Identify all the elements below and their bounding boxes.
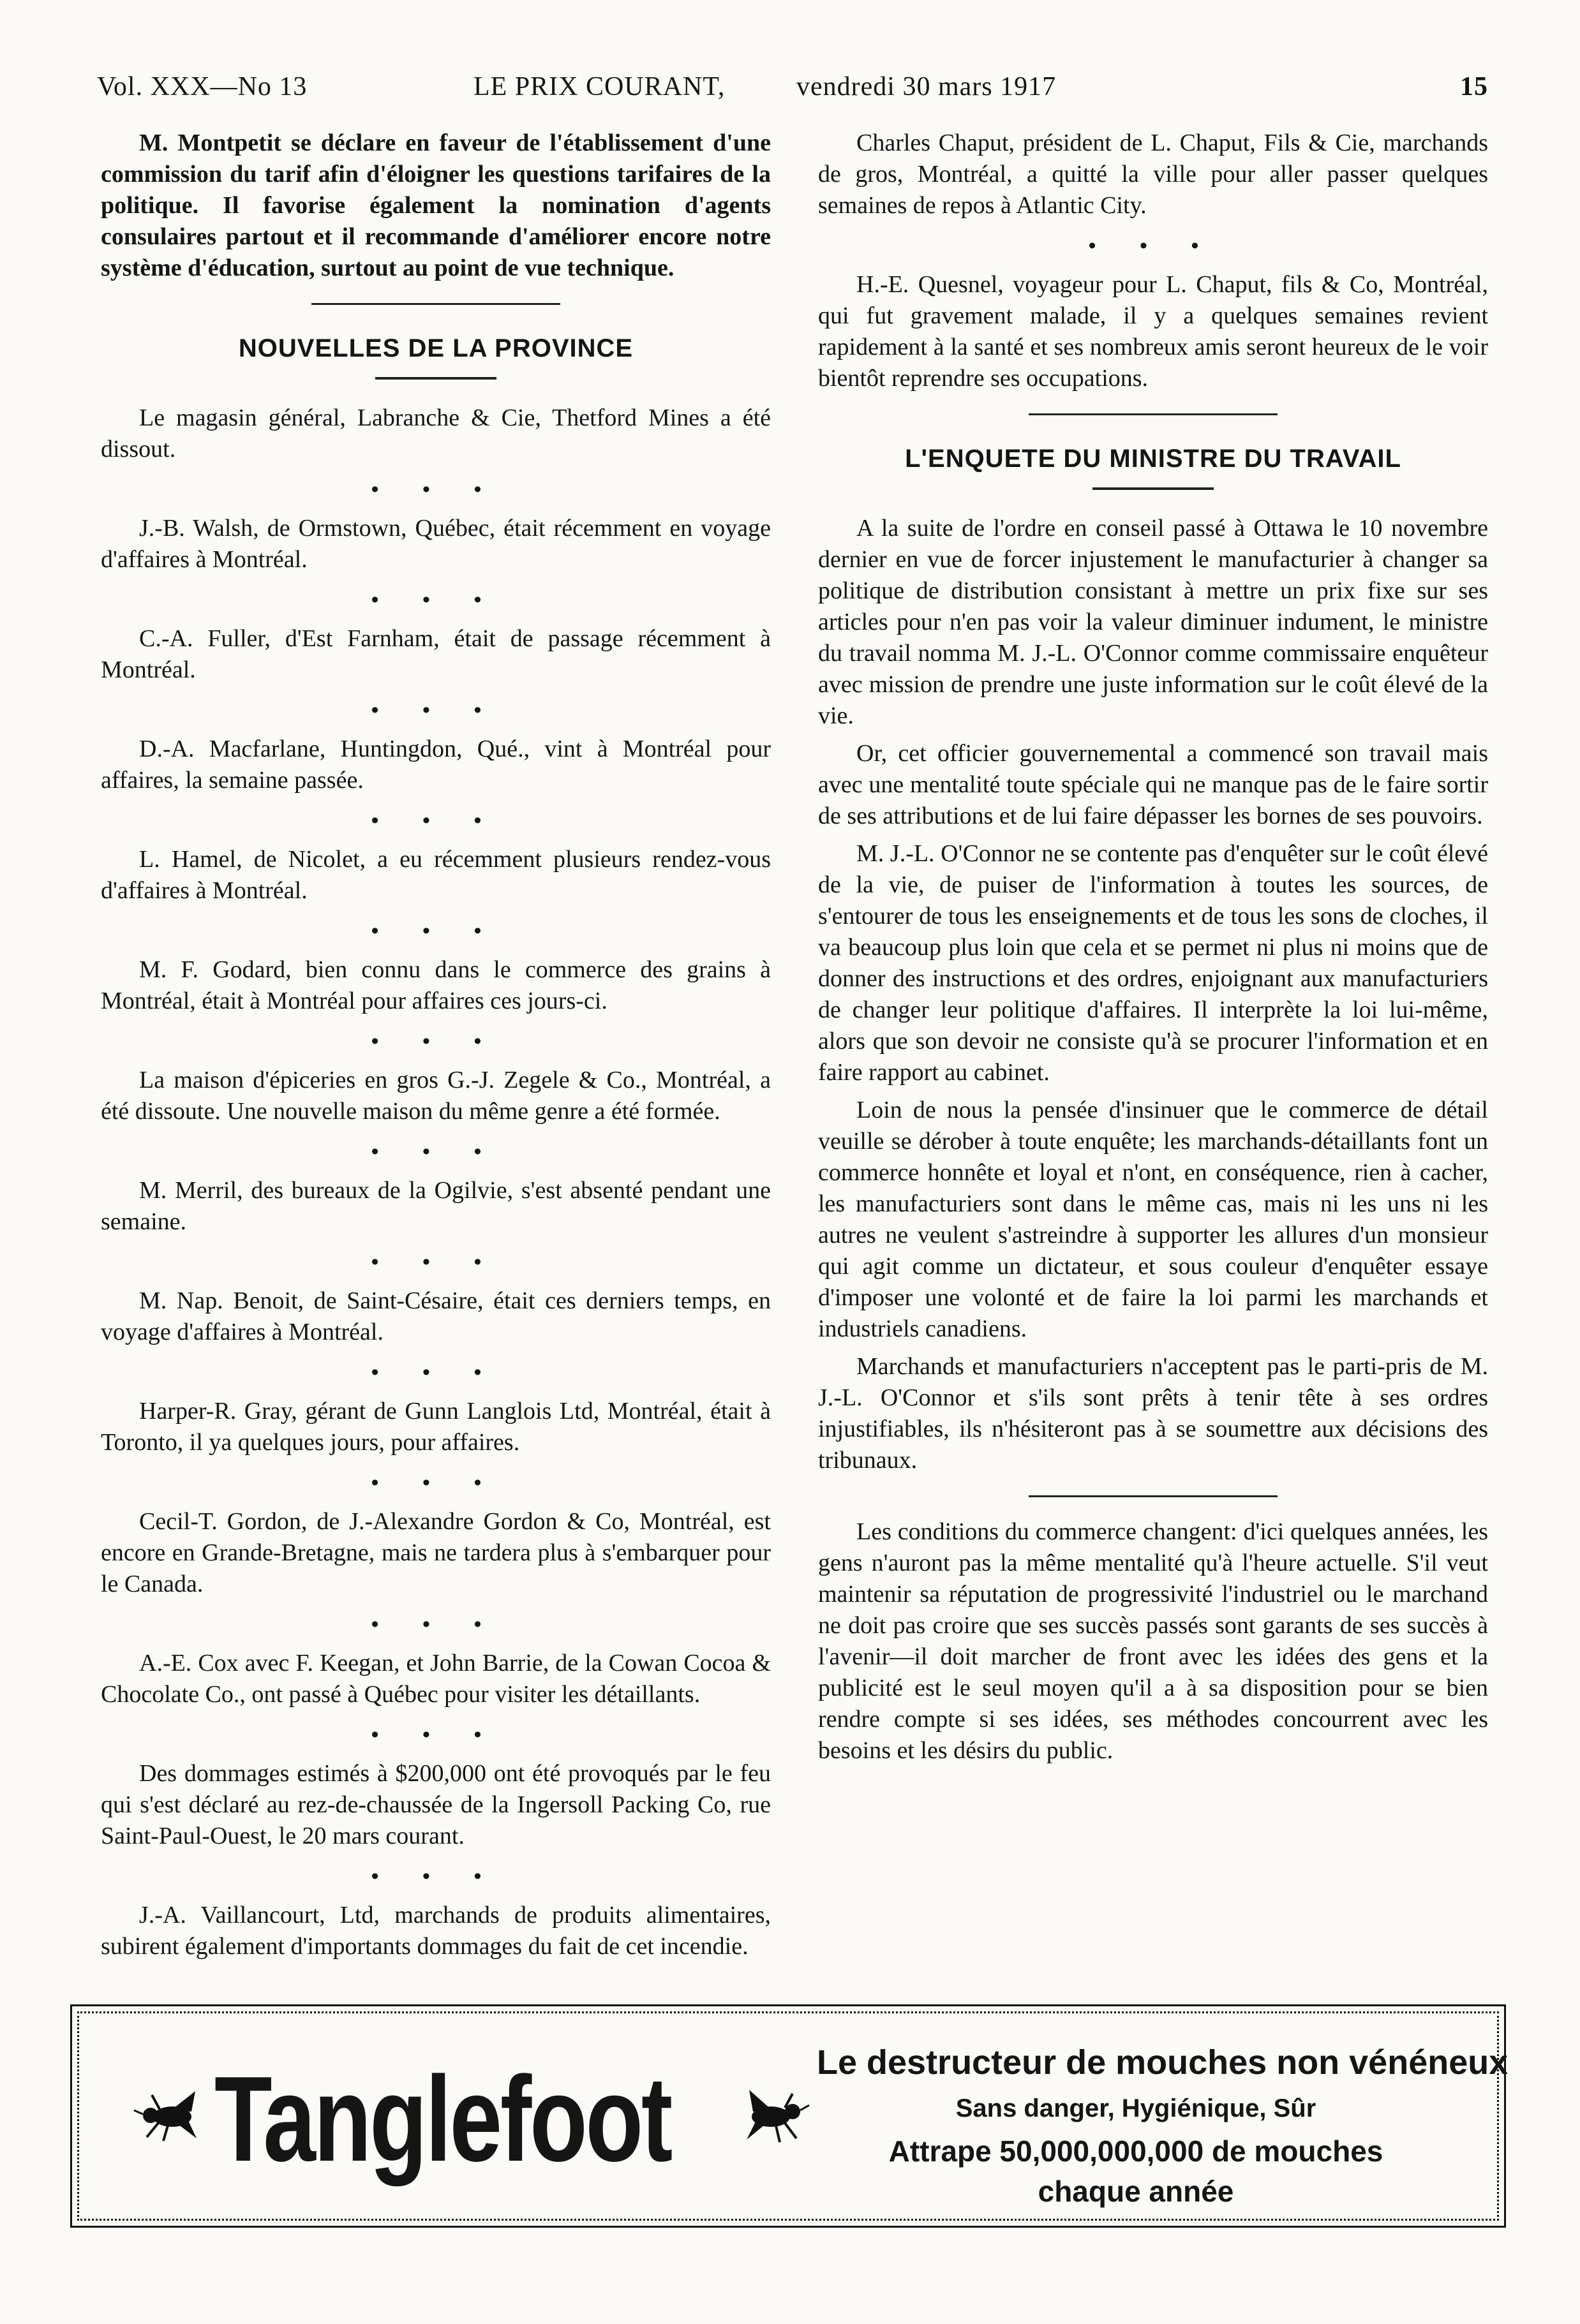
- news-item: Harper-R. Gray, gérant de Gunn Langlois Ltd, Montréal, était à Toronto, il ya quelques jours, pour affaires.: [101, 1398, 771, 1456]
- ad-copy: [817, 2038, 1509, 2210]
- section-heading: L'ENQUETE DU MINISTRE DU TRAVAIL: [905, 445, 1401, 473]
- news-item: Cecil-T. Gordon, de J.-Alexandre Gordon & Co, Montréal, est encore en Grande-Bretagne, mais ne tardera plus à s'embarquer pour le Canada.: [101, 1508, 771, 1597]
- volume-number: Vol. XXX—No 13: [97, 72, 308, 101]
- dots-separator: • • •: [371, 919, 501, 943]
- dots-separator: • • •: [371, 1723, 501, 1747]
- news-item: D.-A. Macfarlane, Huntingdon, Qué., vint à Montréal pour affaires, la semaine passée.: [101, 736, 771, 794]
- right-column: [818, 128, 1488, 1766]
- fly-icon: [133, 2086, 203, 2143]
- news-item: Des dommages estimés à $200,000 ont été provoqués par le feu qui s'est déclaré au rez-de-chaussée de la Ingersoll Packing Co, rue Saint-Paul-Ouest, le 20 mars courant.: [101, 1760, 771, 1849]
- section-heading: NOUVELLES DE LA PROVINCE: [238, 334, 634, 362]
- news-item: A.-E. Cox avec F. Keegan, et John Barrie, de la Cowan Cocoa & Chocolate Co., ont passé à Québec pour visiter les détaillants.: [101, 1650, 771, 1708]
- dots-separator: • • •: [371, 1250, 501, 1274]
- heading-rule: [1092, 487, 1214, 490]
- tanglefoot-advertisement: [70, 2004, 1509, 2228]
- fly-icon: [740, 2086, 810, 2143]
- news-item: J.-B. Walsh, de Ormstown, Québec, était récemment en voyage d'affaires à Montréal.: [101, 515, 771, 573]
- article-paragraph: Or, cet officier gouvernemental a commencé son travail mais avec une mentalité toute spéciale qui ne manque pas de le faire sortir de ses attributions et de lui faire dépasser les bornes de ses pouvoirs.: [818, 740, 1488, 829]
- closing-paragraph: Les conditions du commerce changent: d'ici quelques années, les gens n'auront pas la même mentalité qu'à l'heure actuelle. S'il veut maintenir sa réputation de progressivité l'industriel ou le marchand ne doit pas croire que ses succès passés sont garants de ses succès à l'avenir—il doit marcher de front avec les idées des gens et la publicité est le seul moyen qu'il a à sa disposition pour se bien rendre compte si ses idées, ses méthodes concourrent avec les besoins et les désirs du public.: [818, 1518, 1488, 1764]
- publication-title: LE PRIX COURANT,: [473, 72, 726, 101]
- ad-brand-name: Tanglefoot: [214, 2052, 671, 2187]
- dots-separator: • • •: [371, 588, 501, 612]
- issue-date: vendredi 30 mars 1917: [796, 72, 1057, 101]
- dots-separator: • • •: [371, 1471, 501, 1495]
- dots-separator: • • •: [1088, 234, 1218, 258]
- section-divider: [1029, 1495, 1278, 1497]
- news-item: J.-A. Vaillancourt, Ltd, marchands de produits alimentaires, subirent également d'importants dommages du fait de cet incendie.: [101, 1902, 771, 1960]
- section-divider: [311, 303, 560, 305]
- article-paragraph: M. J.-L. O'Connor ne se contente pas d'enquêter sur le coût élevé de la vie, de puiser de l'information à toutes les sources, de s'entourer de tous les enseignements et de tous les sons de cloches, il va beaucoup plus loin que cela et se permet ni plus ni moins que de donner des instructions et des ordres, enjoignant aux manufacturiers de changer leur politique d'affaires. Il interprète la loi lui-même, alors que son devoir ne consiste qu'à se procurer l'information et en faire rapport au cabinet.: [818, 840, 1488, 1086]
- news-item: C.-A. Fuller, d'Est Farnham, était de passage récemment à Montréal.: [101, 625, 771, 683]
- news-item: M. Nap. Benoit, de Saint-Césaire, était ces derniers temps, en voyage d'affaires à Montréal.: [101, 1287, 771, 1345]
- dots-separator: • • •: [371, 1865, 501, 1888]
- left-column: [101, 128, 771, 1962]
- news-item: Charles Chaput, président de L. Chaput, Fils & Cie, marchands de gros, Montréal, a quitté la ville pour aller passer quelques semaines de repos à Atlantic City.: [818, 130, 1488, 219]
- news-item: M. F. Godard, bien connu dans le commerce des grains à Montréal, était à Montréal pour affaires ces jours-ci.: [101, 956, 771, 1014]
- news-item: M. Merril, des bureaux de la Ogilvie, s'est absenté pendant une semaine.: [101, 1177, 771, 1235]
- section-divider: [1029, 413, 1278, 415]
- dots-separator: • • •: [371, 809, 501, 833]
- article-paragraph: A la suite de l'ordre en conseil passé à Ottawa le 10 novembre dernier en vue de forcer injustement le manufacturier à changer sa politique de distribution consistant à mettre un prix fixe sur ses articles pour n'en pas voir la valeur diminuer indument, le ministre du travail nomma M. J.-L. O'Connor comme commissaire enquêteur avec mission de prendre une juste information sur le coût élevé de la vie.: [818, 515, 1488, 729]
- news-item: La maison d'épiceries en gros G.-J. Zegele & Co., Montréal, a été dissoute. Une nouvelle maison du même genre a été formée.: [101, 1067, 771, 1125]
- dots-separator: • • •: [371, 1361, 501, 1384]
- news-item: Le magasin général, Labranche & Cie, Thetford Mines a été dissout.: [101, 404, 771, 463]
- article-paragraph: Marchands et manufacturiers n'acceptent pas le parti-pris de M. J.-L. O'Connor et s'ils sont prêts à tenir tête à ses ordres injustifiables, ils n'hésiteront pas à se soumettre aux décisions des tribunaux.: [818, 1353, 1488, 1474]
- ad-line-3: Attrape 50,000,000,000 de mouches: [888, 2135, 1383, 2168]
- dots-separator: • • •: [371, 1613, 501, 1636]
- article-paragraph: Loin de nous la pensée d'insinuer que le commerce de détail veuille se dérober à toute enquête; les marchands-détaillants font un commerce honnête et loyal et n'ont, en conséquence, rien à cacher, les manufacturiers sont dans le même cas, mais ni les uns ni les autres ne veulent s'astreindre à supporter les allures d'un monsieur qui agit comme un dictateur, et sous couleur d'enquêter essaye d'imposer une volonté et de faire la loi parmi les marchands et industriels canadiens.: [818, 1097, 1488, 1342]
- page-number: 15: [1460, 72, 1488, 101]
- news-item: L. Hamel, de Nicolet, a eu récemment plusieurs rendez-vous d'affaires à Montréal.: [101, 846, 771, 904]
- intro-paragraph: M. Montpetit se déclare en faveur de l'établissement d'une commission du tarif afin d'éloigner les questions tarifaires de la politique. Il favorise également la nomination d'agents consulaires partout et il recommande d'améliorer encore notre système d'éducation, surtout au point de vue technique.: [101, 130, 771, 281]
- page-header: [89, 71, 1493, 122]
- ad-line-2: Sans danger, Hygiénique, Sûr: [955, 2094, 1316, 2122]
- ad-line-1: Le destructeur de mouches non vénéneux: [817, 2043, 1509, 2082]
- news-item: H.-E. Quesnel, voyageur pour L. Chaput, fils & Co, Montréal, qui fut gravement malade, il y a quelques semaines revient rapidement à la santé et ses nombreux amis seront heureux de le voir bientôt reprendre ses occupations.: [818, 271, 1488, 392]
- dots-separator: • • •: [371, 1140, 501, 1164]
- dots-separator: • • •: [371, 478, 501, 501]
- dots-separator: • • •: [371, 1030, 501, 1053]
- dots-separator: • • •: [371, 699, 501, 722]
- heading-rule: [375, 377, 496, 380]
- ad-line-4: chaque année: [1038, 2175, 1234, 2208]
